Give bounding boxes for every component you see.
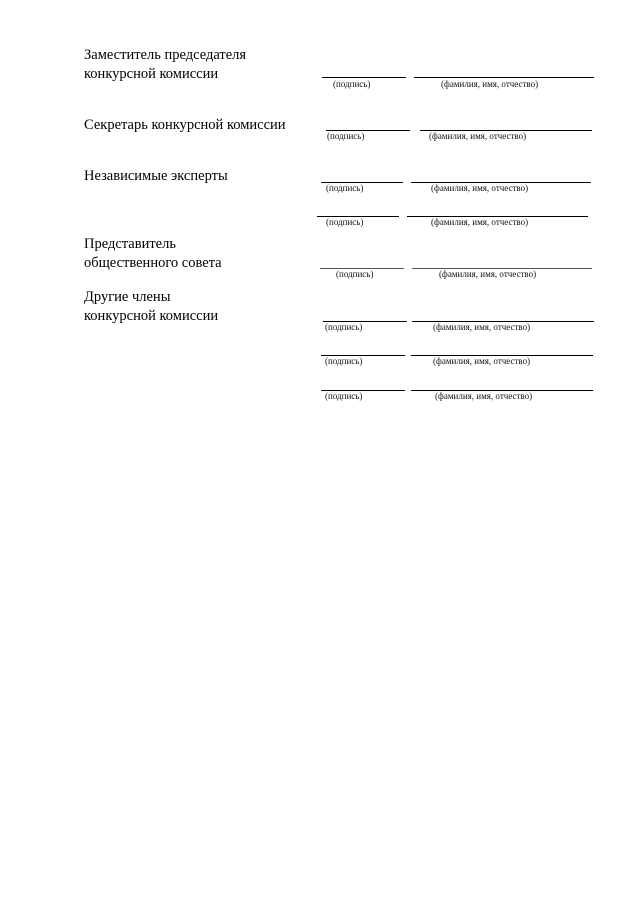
role-deputy-chair-line-1: Заместитель председателя [84, 47, 247, 63]
role-deputy-chair [84, 46, 246, 84]
role-secretary-line-1: Секретарь конкурсной комиссии [84, 117, 286, 133]
role-deputy-chair-line-2: конкурсной комиссии [84, 66, 219, 82]
signature-caption: (подпись) [327, 131, 365, 141]
signature-caption: (подпись) [336, 269, 374, 279]
role-other-members-line-2: конкурсной комиссии [84, 308, 219, 324]
signature-caption: (подпись) [333, 79, 371, 89]
signature-caption: (подпись) [326, 217, 364, 227]
role-experts [84, 167, 228, 186]
role-public-council-line-1: Представитель [84, 236, 176, 252]
name-line [414, 77, 594, 78]
role-experts-line-1: Независимые эксперты [84, 168, 228, 184]
name-caption: (фамилия, имя, отчество) [429, 131, 527, 141]
name-caption: (фамилия, имя, отчество) [431, 217, 529, 227]
signature-caption: (подпись) [326, 183, 364, 193]
name-caption: (фамилия, имя, отчество) [431, 183, 529, 193]
role-secretary [84, 116, 286, 135]
signature-caption: (подпись) [325, 356, 363, 366]
signature-line [322, 77, 406, 78]
name-caption: (фамилия, имя, отчество) [439, 269, 537, 279]
signature-caption: (подпись) [325, 322, 363, 332]
role-other-members-line-1: Другие члены [84, 289, 171, 305]
name-caption: (фамилия, имя, отчество) [441, 79, 539, 89]
role-other-members [84, 288, 218, 326]
name-caption: (фамилия, имя, отчество) [435, 391, 533, 401]
name-caption: (фамилия, имя, отчество) [433, 356, 531, 366]
role-public-council-line-2: общественного совета [84, 255, 222, 271]
role-public-council [84, 235, 222, 273]
signature-caption: (подпись) [325, 391, 363, 401]
name-caption: (фамилия, имя, отчество) [433, 322, 531, 332]
